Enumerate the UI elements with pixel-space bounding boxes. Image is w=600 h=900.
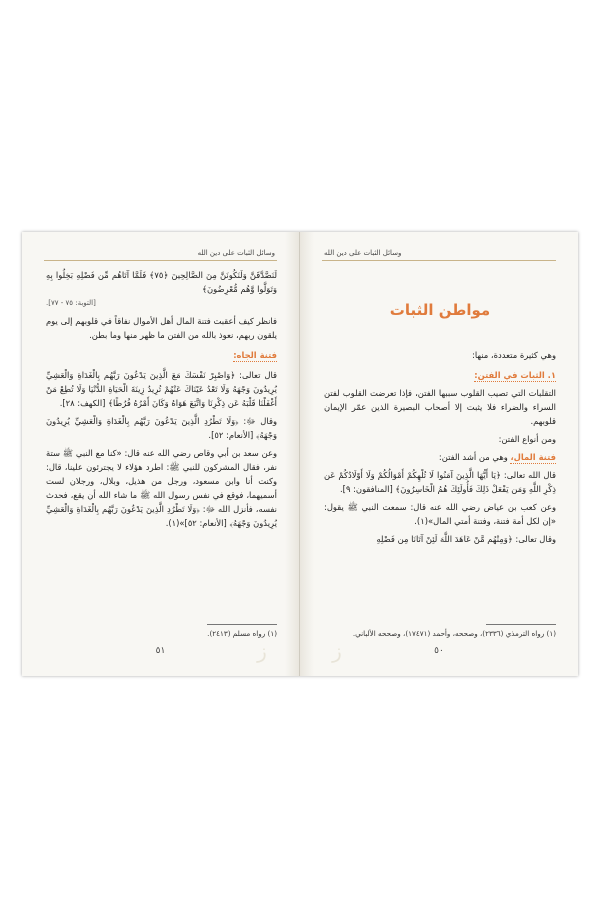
subheading-fitnat-al-mal: فتنة المال، bbox=[510, 452, 556, 462]
publisher-logo-icon: ز bbox=[332, 639, 342, 663]
paragraph: ومن أنواع الفتن: bbox=[498, 434, 556, 444]
subheading-thabat-fil-fitan: ١. الثبات في الفتن: bbox=[474, 370, 556, 380]
verse-citation: [التوبة: ٧٥ - ٧٧]. bbox=[46, 299, 96, 307]
intro-text: وهي كثيرة متعددة، منها: bbox=[472, 350, 556, 360]
running-head: وسائل الثبات على دين الله bbox=[197, 249, 275, 257]
quran-verse: لَنَصَّدَّقَنَّ وَلَنَكُونَنَّ مِنَ الصَّالِحِينَ ﴿٧٥﴾ فَلَمَّا آتَاهُم مِّن فَضْلِهِ بَخِلُوا بِهِ وَتَوَلَّوا وَّهُم مُّعْرِضُونَ﴾ bbox=[46, 270, 277, 294]
footnote-rule bbox=[207, 624, 277, 625]
footnote: (١) رواه الترمذي (٢٣٣٦)، وصححه، وأحمد (١٧٤٧١)، وصححه الألباني. bbox=[352, 629, 556, 638]
paragraph: وقال تعالى: ﴿وَمِنْهُم مَّنْ عَاهَدَ اللَّهَ لَئِنْ آتَانَا مِن فَضْلِهِ bbox=[376, 534, 556, 544]
book-spread bbox=[22, 232, 578, 676]
chapter-title: مواطن الثبات bbox=[389, 301, 491, 319]
paragraph: قال تعالى: ﴿وَاصْبِرْ نَفْسَكَ مَعَ الَّذِينَ يَدْعُونَ رَبَّهُم بِالْغَدَاةِ وَالْعَشِيِّ يُرِيدُونَ وَجْهَهُ وَلَا تَعْدُ عَيْنَاكَ عَنْهُمْ تُرِيدُ زِينَةَ الْحَيَاةِ الدُّنْيَا وَلَا تُطِعْ مَنْ أَغْفَلْنَا قَلْبَهُ عَن ذِكْرِنَا وَاتَّبَعَ هَوَاهُ وَكَانَ أَمْرُهُ فُرُطًا﴾ [الكهف: ٢٨]. bbox=[46, 370, 277, 408]
paragraph: التقلبات التي تصيب القلوب سببها الفتن، فإذا تعرضت القلوب لفتن السراء والضراء فلا يثبت إلا أصحاب البصيرة الذين عمّر الإيمان قلوبهم. bbox=[324, 388, 556, 426]
paragraph: وقال ﷻ: ﴿وَلَا تَطْرُدِ الَّذِينَ يَدْعُونَ رَبَّهُم بِالْغَدَاةِ وَالْعَشِيِّ يُرِيدُونَ وَجْهَهُ﴾ [الأنعام: ٥٢]. bbox=[46, 416, 277, 440]
subheading-rest: وهي من أشد الفتن: bbox=[438, 452, 511, 462]
footnote-rule bbox=[486, 624, 556, 625]
footnote: (١) رواه مسلم (٢٤١٣). bbox=[207, 629, 277, 638]
paragraph: قال الله تعالى: ﴿يَا أَيُّهَا الَّذِينَ آمَنُوا لَا تُلْهِكُمْ أَمْوَالُكُمْ وَلَا أَوْلَادُكُمْ عَن ذِكْرِ اللَّهِ وَمَن يَفْعَلْ ذَلِكَ فَأُولَئِكَ هُمُ الْخَاسِرُونَ﴾ [المنافقون: ٩]. bbox=[324, 470, 556, 494]
page-number: ٥٠ bbox=[434, 646, 444, 656]
paragraph: وعن سعد بن أبي وقاص رضي الله عنه قال: «كنا مع النبي ﷺ ستة نفر، فقال المشركون للنبي ﷺ: اطرد هؤلاء لا يجترئون علينا، قال: وكنت أنا وابن مسعود، ورجل من هذيل، وبلال، ورجلان لست أسميهما، فوقع في نفس رسول الله ﷺ ما شاء الله أن يقع، فحدث نفسه، فأنزل الله ﷻ: ﴿وَلَا تَطْرُدِ الَّذِينَ يَدْعُونَ رَبَّهُم بِالْغَدَاةِ وَالْعَشِيِّ يُرِيدُونَ وَجْهَهُ﴾ [الأنعام: ٥٢]»(١). bbox=[46, 448, 277, 528]
header-rule bbox=[322, 260, 556, 261]
publisher-logo-icon: ز bbox=[257, 639, 267, 663]
page-number: ٥١ bbox=[155, 646, 166, 656]
running-head: وسائل الثبات على دين الله bbox=[324, 249, 402, 257]
page-body bbox=[46, 268, 277, 530]
paragraph: وعن كعب بن عياض رضي الله عنه قال: سمعت النبي ﷺ يقول: «إن لكل أمة فتنة، وفتنة أمتي المال»(١). bbox=[324, 502, 556, 526]
paragraph: فانظر كيف أعقبت فتنة المال أهل الأموال نفاقاً في قلوبهم إلى يوم يلقون ربهم، نعوذ بالله من الفتن ما ظهر منها وما بطن. bbox=[46, 316, 277, 340]
left-page bbox=[22, 232, 300, 676]
subheading-fitnat-al-jah: فتنة الجاه: bbox=[233, 350, 277, 360]
header-rule bbox=[44, 260, 277, 261]
right-page bbox=[300, 232, 578, 676]
